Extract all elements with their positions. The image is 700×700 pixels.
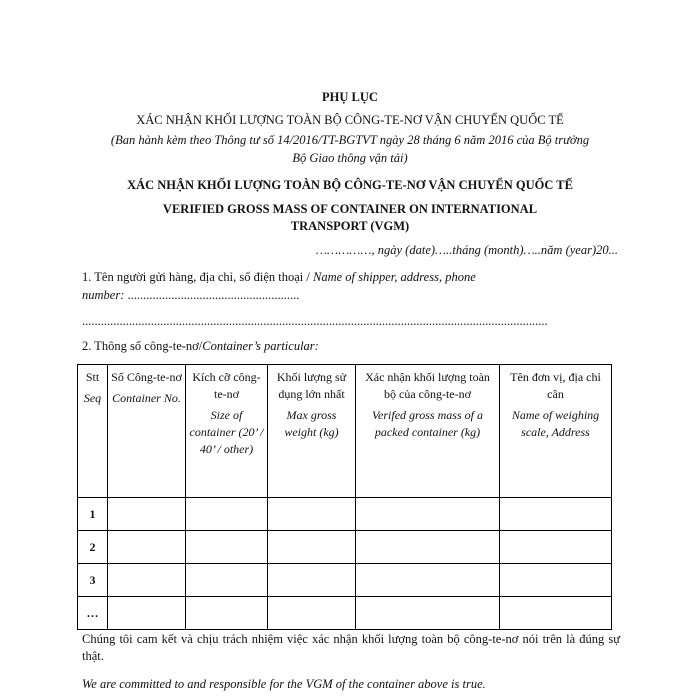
- section-2-label-vn: 2. Thông số công-te-nơ/: [82, 339, 203, 353]
- form-title-vn: XÁC NHẬN KHỐI LƯỢNG TOÀN BỘ CÔNG-TE-NƠ VẬN CHUYỂN QUỐC TẾ: [127, 178, 573, 192]
- verified-gross-mass-cell[interactable]: [356, 531, 500, 564]
- row-seq: …: [78, 597, 108, 630]
- section-1-dots-long: .....................................................................................................................................................: [82, 314, 548, 328]
- container-table: [77, 364, 612, 630]
- size-cell[interactable]: [186, 597, 268, 630]
- section-1-label-en: Name of shipper, address, phone: [313, 270, 476, 284]
- date-line: ……………, ngày (date)…..tháng (month)…..năm (year)20...: [315, 243, 618, 257]
- header-size: Kích cỡ công-te-nơ Size of container (20’ / 40’ / other): [186, 365, 268, 498]
- header-verified-gross-mass: Xác nhận khối lượng toàn bộ của công-te-nơ Verifed gross mass of a packed container (kg): [356, 365, 500, 498]
- weighing-scale-cell[interactable]: [500, 531, 612, 564]
- max-gross-weight-cell[interactable]: [268, 498, 356, 531]
- weighing-scale-cell[interactable]: [500, 498, 612, 531]
- verified-gross-mass-cell[interactable]: [356, 564, 500, 597]
- header-container-no: Số Công-te-nơ Container No.: [108, 365, 186, 498]
- container-no-cell[interactable]: [108, 498, 186, 531]
- table-header-row: [78, 365, 612, 498]
- weighing-scale-cell[interactable]: [500, 597, 612, 630]
- section-1-label-vn: 1. Tên người gửi hàng, địa chỉ, số điện thoại /: [82, 270, 314, 284]
- commitment-vn: Chúng tôi cam kết và chịu trách nhiệm việc xác nhận khối lượng toàn bộ công-te-nơ nói trên là đúng sự thật.: [82, 632, 620, 663]
- section-1-dots-short: .......................................................: [124, 288, 300, 302]
- size-cell[interactable]: [186, 564, 268, 597]
- form-title-en-line-2: TRANSPORT (VGM): [290, 219, 410, 233]
- verified-gross-mass-cell[interactable]: [356, 498, 500, 531]
- table-row: [78, 597, 612, 630]
- header-weighing-scale: Tên đơn vị, địa chỉ cân Name of weighing scale, Address: [500, 365, 612, 498]
- max-gross-weight-cell[interactable]: [268, 531, 356, 564]
- row-seq: 1: [78, 498, 108, 531]
- container-no-cell[interactable]: [108, 564, 186, 597]
- section-1-line-2: [82, 287, 622, 304]
- commitment-en: We are committed to and responsible for the VGM of the container above is true.: [82, 677, 486, 691]
- row-seq: 3: [78, 564, 108, 597]
- size-cell[interactable]: [186, 531, 268, 564]
- issuance-line-1: (Ban hành kèm theo Thông tư số 14/2016/TT-BGTVT ngày 28 tháng 6 năm 2016 của Bộ trưởng: [110, 133, 590, 147]
- header-max-gross-weight: Khối lượng sử dụng lớn nhất Max gross weight (kg): [268, 365, 356, 498]
- section-1-label-en-cont: number:: [82, 288, 125, 302]
- max-gross-weight-cell[interactable]: [268, 564, 356, 597]
- appendix-subtitle: XÁC NHẬN KHỐI LƯỢNG TOÀN BỘ CÔNG-TE-NƠ VẬN CHUYỂN QUỐC TẾ: [136, 113, 564, 127]
- form-title-en-line-1: VERIFIED GROSS MASS OF CONTAINER ON INTERNATIONAL: [162, 202, 538, 216]
- row-seq: 2: [78, 531, 108, 564]
- table-row: [78, 498, 612, 531]
- section-2-line: [82, 338, 622, 355]
- section-2-label-en: Container’s particular:: [202, 339, 319, 353]
- size-cell[interactable]: [186, 498, 268, 531]
- table-row: [78, 531, 612, 564]
- container-no-cell[interactable]: [108, 597, 186, 630]
- table-row: [78, 564, 612, 597]
- header-seq: Stt Seq: [78, 365, 108, 498]
- issuance-line-2: Bộ Giao thông vận tải): [292, 151, 408, 165]
- section-1-line: [82, 269, 622, 286]
- container-no-cell[interactable]: [108, 531, 186, 564]
- verified-gross-mass-cell[interactable]: [356, 597, 500, 630]
- appendix-title: PHỤ LỤC: [322, 90, 378, 104]
- weighing-scale-cell[interactable]: [500, 564, 612, 597]
- max-gross-weight-cell[interactable]: [268, 597, 356, 630]
